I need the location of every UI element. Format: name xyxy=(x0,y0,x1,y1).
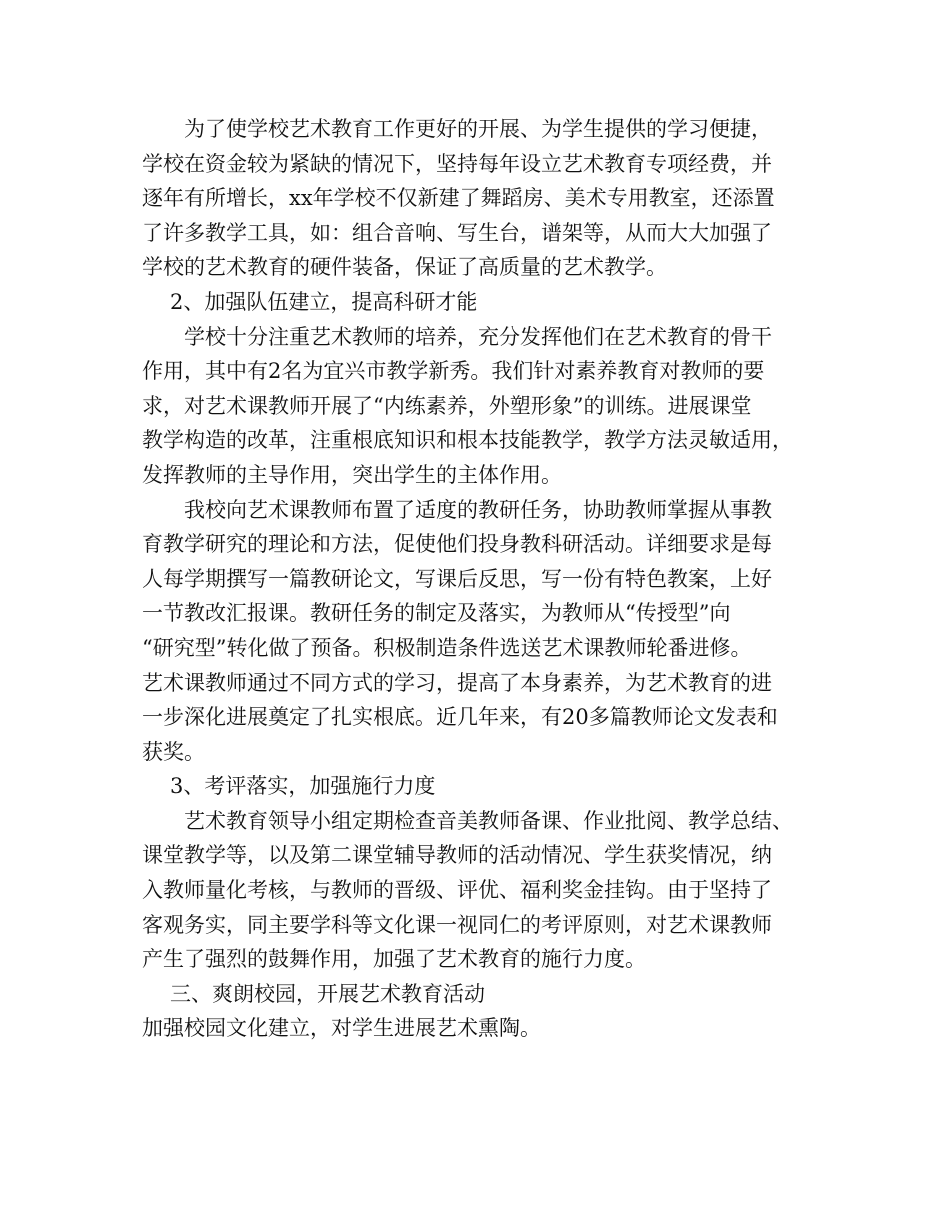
text-line: 获奖。 xyxy=(142,739,205,764)
text-line: 教学构造的改革，注重根底知识和根本技能教学，教学方法灵敏适用， xyxy=(142,428,793,453)
text-line: 求，对艺术课教师开展了“内练素养，外塑形象”的训练。进展课堂 xyxy=(142,393,752,418)
text-line: 课堂教学等，以及第二课堂辅导教师的活动情况、学生获奖情况，纳 xyxy=(142,843,772,868)
text-line: 学校在资金较为紧缺的情况下，坚持每年设立艺术教育专项经费，并 xyxy=(142,151,772,176)
section-heading: 2、加强队伍建立，提高科研才能 xyxy=(170,289,478,314)
text-line: 作用，其中有2名为宜兴市教学新秀。我们针对素养教育对教师的要 xyxy=(142,359,765,384)
text-line: 加强校园文化建立，对学生进展艺术熏陶。 xyxy=(142,1016,541,1041)
text-line: “研究型”转化做了预备。积极制造条件选送艺术课教师轮番进修。 xyxy=(142,635,752,660)
text-line: 一步深化进展奠定了扎实根底。近几年来，有20多篇教师论文发表和 xyxy=(142,705,778,730)
text-line: 逐年有所增长，xx年学校不仅新建了舞蹈房、美术专用教室，还添置 xyxy=(142,186,775,211)
document-body xyxy=(142,112,832,1046)
text-line: 了许多教学工具，如：组合音响、写生台，谱架等，从而大大加强了 xyxy=(142,220,772,245)
text-line: 入教师量化考核，与教师的晋级、评优、福利奖金挂钩。由于坚持了 xyxy=(142,878,772,903)
text-line: 我校向艺术课教师布置了适度的教研任务，协助教师掌握从事教 xyxy=(184,497,772,522)
text-line: 人每学期撰写一篇教研论文，写课后反思，写一份有特色教案，上好 xyxy=(142,566,772,591)
text-line: 客观务实，同主要学科等文化课一视同仁的考评原则，对艺术课教师 xyxy=(142,912,772,937)
text-line: 一节教改汇报课。教研任务的制定及落实，为教师从“传授型”向 xyxy=(142,601,731,626)
text-line: 育教学研究的理论和方法，促使他们投身教科研活动。详细要求是每 xyxy=(142,532,772,557)
text-line: 学校十分注重艺术教师的培养，充分发挥他们在艺术教育的骨干 xyxy=(184,324,772,349)
section-heading: 3、考评落实，加强施行力度 xyxy=(170,774,436,799)
text-line: 艺术教育领导小组定期检查音美教师备课、作业批阅、教学总结、 xyxy=(184,808,793,833)
text-line: 产生了强烈的鼓舞作用，加强了艺术教育的施行力度。 xyxy=(142,947,646,972)
text-line: 学校的艺术教育的硬件装备，保证了高质量的艺术教学。 xyxy=(142,255,667,280)
text-line: 发挥教师的主导作用，突出学生的主体作用。 xyxy=(142,462,562,487)
text-line: 为了使学校艺术教育工作更好的开展、为学生提供的学习便捷， xyxy=(184,117,772,141)
section-heading: 三、爽朗校园，开展艺术教育活动 xyxy=(170,981,485,1006)
text-line: 艺术课教师通过不同方式的学习，提高了本身素养，为艺术教育的进 xyxy=(142,670,772,695)
